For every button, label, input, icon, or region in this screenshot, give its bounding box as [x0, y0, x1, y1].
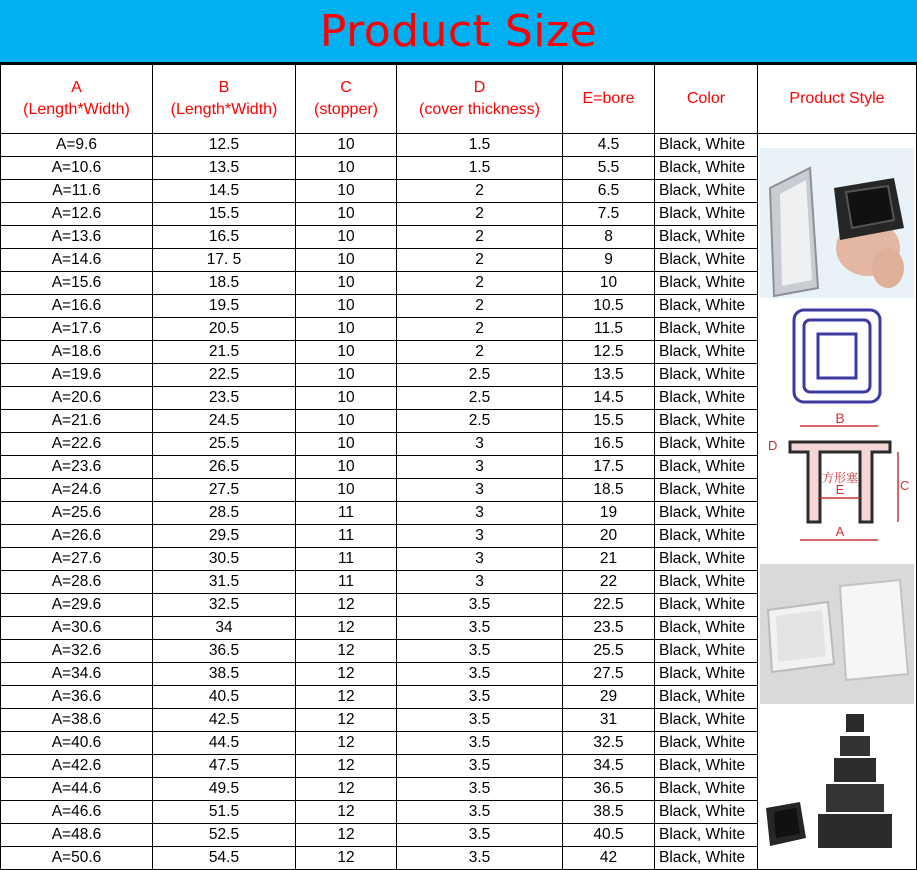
- header-style: Product Style: [758, 65, 917, 134]
- header-e: E=bore: [563, 65, 655, 134]
- d-value: 3: [397, 548, 563, 571]
- c-value: 12: [296, 594, 397, 617]
- c-value: 10: [296, 364, 397, 387]
- size-table: [0, 64, 917, 870]
- color-value: Black, White: [655, 801, 758, 824]
- a-value: A=40.6: [1, 732, 153, 755]
- header-c-letter: C: [340, 79, 352, 96]
- b-value: 36.5: [153, 640, 296, 663]
- product-photo-black-caps-stack: [760, 708, 914, 856]
- d-value: 2.5: [397, 387, 563, 410]
- b-value: 14.5: [153, 180, 296, 203]
- c-value: 10: [296, 433, 397, 456]
- color-value: Black, White: [655, 272, 758, 295]
- color-value: Black, White: [655, 824, 758, 847]
- a-value: A=27.6: [1, 548, 153, 571]
- a-value: A=19.6: [1, 364, 153, 387]
- c-value: 12: [296, 640, 397, 663]
- e-value: 20: [563, 525, 655, 548]
- c-value: 10: [296, 456, 397, 479]
- e-value: 31: [563, 709, 655, 732]
- color-value: Black, White: [655, 617, 758, 640]
- d-value: 3.5: [397, 663, 563, 686]
- c-value: 10: [296, 410, 397, 433]
- d-value: 2.5: [397, 410, 563, 433]
- c-value: 10: [296, 387, 397, 410]
- e-value: 7.5: [563, 203, 655, 226]
- c-value: 10: [296, 203, 397, 226]
- product-photo-on-tube: [760, 148, 914, 298]
- d-value: 3.5: [397, 686, 563, 709]
- a-value: A=25.6: [1, 502, 153, 525]
- color-value: Black, White: [655, 479, 758, 502]
- b-value: 47.5: [153, 755, 296, 778]
- d-value: 3: [397, 502, 563, 525]
- color-value: Black, White: [655, 732, 758, 755]
- d-value: 3.5: [397, 755, 563, 778]
- e-value: 27.5: [563, 663, 655, 686]
- b-value: 31.5: [153, 571, 296, 594]
- a-value: A=11.6: [1, 180, 153, 203]
- color-value: Black, White: [655, 594, 758, 617]
- d-value: 3.5: [397, 617, 563, 640]
- a-value: A=22.6: [1, 433, 153, 456]
- color-value: Black, White: [655, 548, 758, 571]
- c-value: 12: [296, 732, 397, 755]
- b-value: 34: [153, 617, 296, 640]
- b-value: 29.5: [153, 525, 296, 548]
- b-value: 52.5: [153, 824, 296, 847]
- c-value: 12: [296, 709, 397, 732]
- d-value: 2: [397, 203, 563, 226]
- d-value: 3.5: [397, 594, 563, 617]
- c-value: 10: [296, 479, 397, 502]
- e-value: 8: [563, 226, 655, 249]
- e-value: 16.5: [563, 433, 655, 456]
- d-value: 3: [397, 571, 563, 594]
- b-value: 44.5: [153, 732, 296, 755]
- d-value: 3: [397, 433, 563, 456]
- color-value: Black, White: [655, 341, 758, 364]
- b-value: 51.5: [153, 801, 296, 824]
- b-value: 25.5: [153, 433, 296, 456]
- a-value: A=46.6: [1, 801, 153, 824]
- e-value: 36.5: [563, 778, 655, 801]
- c-value: 11: [296, 571, 397, 594]
- d-value: 3.5: [397, 640, 563, 663]
- header-c-desc: (stopper): [313, 101, 379, 118]
- b-value: 40.5: [153, 686, 296, 709]
- c-value: 12: [296, 617, 397, 640]
- d-value: 1.5: [397, 134, 563, 157]
- e-value: 23.5: [563, 617, 655, 640]
- b-value: 13.5: [153, 157, 296, 180]
- a-value: A=20.6: [1, 387, 153, 410]
- a-value: A=29.6: [1, 594, 153, 617]
- product-photo-white-caps: [760, 564, 914, 704]
- e-value: 9: [563, 249, 655, 272]
- product-style-images: [760, 148, 914, 856]
- d-value: 2: [397, 341, 563, 364]
- e-value: 21: [563, 548, 655, 571]
- header-a: [1, 65, 153, 134]
- e-value: 17.5: [563, 456, 655, 479]
- a-value: A=16.6: [1, 295, 153, 318]
- color-value: Black, White: [655, 226, 758, 249]
- header-c: [296, 65, 397, 134]
- a-value: A=21.6: [1, 410, 153, 433]
- color-value: Black, White: [655, 571, 758, 594]
- d-value: 2: [397, 318, 563, 341]
- color-value: Black, White: [655, 847, 758, 870]
- d-value: 3.5: [397, 824, 563, 847]
- a-value: A=30.6: [1, 617, 153, 640]
- b-value: 22.5: [153, 364, 296, 387]
- a-value: A=26.6: [1, 525, 153, 548]
- b-value: 18.5: [153, 272, 296, 295]
- color-value: Black, White: [655, 410, 758, 433]
- d-value: 2: [397, 226, 563, 249]
- b-value: 27.5: [153, 479, 296, 502]
- a-value: A=18.6: [1, 341, 153, 364]
- b-value: 20.5: [153, 318, 296, 341]
- c-value: 12: [296, 755, 397, 778]
- e-value: 18.5: [563, 479, 655, 502]
- drawing-label-d: D: [768, 437, 778, 453]
- color-value: Black, White: [655, 295, 758, 318]
- c-value: 11: [296, 548, 397, 571]
- a-value: A=32.6: [1, 640, 153, 663]
- header-d: [397, 65, 563, 134]
- e-value: 25.5: [563, 640, 655, 663]
- d-value: 2: [397, 249, 563, 272]
- d-value: 2.5: [397, 364, 563, 387]
- color-value: Black, White: [655, 755, 758, 778]
- c-value: 10: [296, 249, 397, 272]
- a-value: A=15.6: [1, 272, 153, 295]
- e-value: 4.5: [563, 134, 655, 157]
- d-value: 3.5: [397, 709, 563, 732]
- color-value: Black, White: [655, 134, 758, 157]
- a-value: A=42.6: [1, 755, 153, 778]
- table-row: [1, 134, 917, 157]
- b-value: 12.5: [153, 134, 296, 157]
- color-value: Black, White: [655, 525, 758, 548]
- drawing-label-a: A: [835, 523, 845, 539]
- title-banner: [0, 0, 917, 64]
- color-value: Black, White: [655, 663, 758, 686]
- c-value: 10: [296, 180, 397, 203]
- c-value: 12: [296, 778, 397, 801]
- color-value: Black, White: [655, 249, 758, 272]
- d-value: 1.5: [397, 157, 563, 180]
- d-value: 3.5: [397, 847, 563, 870]
- product-style-cell: [758, 134, 917, 870]
- b-value: 24.5: [153, 410, 296, 433]
- b-value: 42.5: [153, 709, 296, 732]
- drawing-label-e: E: [835, 481, 845, 497]
- a-value: A=12.6: [1, 203, 153, 226]
- c-value: 12: [296, 801, 397, 824]
- d-value: 3.5: [397, 801, 563, 824]
- e-value: 32.5: [563, 732, 655, 755]
- color-value: Black, White: [655, 456, 758, 479]
- e-value: 22: [563, 571, 655, 594]
- d-value: 2: [397, 180, 563, 203]
- a-value: A=14.6: [1, 249, 153, 272]
- a-value: A=24.6: [1, 479, 153, 502]
- a-value: A=17.6: [1, 318, 153, 341]
- a-value: A=48.6: [1, 824, 153, 847]
- b-value: 19.5: [153, 295, 296, 318]
- c-value: 10: [296, 295, 397, 318]
- d-value: 3: [397, 479, 563, 502]
- color-value: Black, White: [655, 203, 758, 226]
- e-value: 6.5: [563, 180, 655, 203]
- b-value: 26.5: [153, 456, 296, 479]
- d-value: 3: [397, 456, 563, 479]
- color-value: Black, White: [655, 180, 758, 203]
- c-value: 12: [296, 663, 397, 686]
- e-value: 15.5: [563, 410, 655, 433]
- header-color: Color: [655, 65, 758, 134]
- c-value: 10: [296, 318, 397, 341]
- d-value: 2: [397, 272, 563, 295]
- a-value: A=28.6: [1, 571, 153, 594]
- a-value: A=38.6: [1, 709, 153, 732]
- a-value: A=10.6: [1, 157, 153, 180]
- e-value: 13.5: [563, 364, 655, 387]
- e-value: 34.5: [563, 755, 655, 778]
- a-value: A=9.6: [1, 134, 153, 157]
- b-value: 23.5: [153, 387, 296, 410]
- color-value: Black, White: [655, 709, 758, 732]
- b-value: 54.5: [153, 847, 296, 870]
- e-value: 38.5: [563, 801, 655, 824]
- b-value: 16.5: [153, 226, 296, 249]
- header-row: [1, 65, 917, 134]
- c-value: 10: [296, 341, 397, 364]
- technical-drawing-icon: [760, 302, 914, 560]
- a-value: A=34.6: [1, 663, 153, 686]
- a-value: A=50.6: [1, 847, 153, 870]
- header-a-letter: A: [71, 79, 82, 96]
- color-value: Black, White: [655, 157, 758, 180]
- b-value: 28.5: [153, 502, 296, 525]
- d-value: 3.5: [397, 778, 563, 801]
- a-value: A=44.6: [1, 778, 153, 801]
- header-b-desc: (Length*Width): [170, 101, 278, 118]
- header-a-desc: (Length*Width): [23, 101, 130, 118]
- b-value: 15.5: [153, 203, 296, 226]
- e-value: 22.5: [563, 594, 655, 617]
- color-value: Black, White: [655, 502, 758, 525]
- b-value: 30.5: [153, 548, 296, 571]
- a-value: A=23.6: [1, 456, 153, 479]
- color-value: Black, White: [655, 686, 758, 709]
- b-value: 49.5: [153, 778, 296, 801]
- c-value: 10: [296, 134, 397, 157]
- c-value: 11: [296, 525, 397, 548]
- drawing-part-name: 方形塞: [821, 470, 859, 485]
- color-value: Black, White: [655, 318, 758, 341]
- b-value: 21.5: [153, 341, 296, 364]
- header-d-desc: (cover thickness): [419, 101, 540, 118]
- page-title: Product Size: [319, 5, 598, 57]
- color-value: Black, White: [655, 387, 758, 410]
- e-value: 40.5: [563, 824, 655, 847]
- b-value: 17. 5: [153, 249, 296, 272]
- e-value: 10: [563, 272, 655, 295]
- color-value: Black, White: [655, 640, 758, 663]
- c-value: 10: [296, 226, 397, 249]
- header-b: [153, 65, 296, 134]
- e-value: 14.5: [563, 387, 655, 410]
- color-value: Black, White: [655, 364, 758, 387]
- e-value: 12.5: [563, 341, 655, 364]
- e-value: 29: [563, 686, 655, 709]
- e-value: 5.5: [563, 157, 655, 180]
- table-body: [1, 134, 917, 870]
- color-value: Black, White: [655, 778, 758, 801]
- c-value: 10: [296, 157, 397, 180]
- e-value: 19: [563, 502, 655, 525]
- color-value: Black, White: [655, 433, 758, 456]
- d-value: 2: [397, 295, 563, 318]
- c-value: 12: [296, 824, 397, 847]
- header-d-letter: D: [473, 79, 486, 96]
- e-value: 42: [563, 847, 655, 870]
- b-value: 38.5: [153, 663, 296, 686]
- c-value: 12: [296, 686, 397, 709]
- drawing-label-c: C: [900, 477, 910, 493]
- e-value: 11.5: [563, 318, 655, 341]
- a-value: A=36.6: [1, 686, 153, 709]
- header-b-letter: B: [218, 79, 230, 96]
- a-value: A=13.6: [1, 226, 153, 249]
- d-value: 3: [397, 525, 563, 548]
- c-value: 10: [296, 272, 397, 295]
- e-value: 10.5: [563, 295, 655, 318]
- c-value: 12: [296, 847, 397, 870]
- c-value: 11: [296, 502, 397, 525]
- d-value: 3.5: [397, 732, 563, 755]
- b-value: 32.5: [153, 594, 296, 617]
- drawing-label-b: B: [835, 409, 845, 426]
